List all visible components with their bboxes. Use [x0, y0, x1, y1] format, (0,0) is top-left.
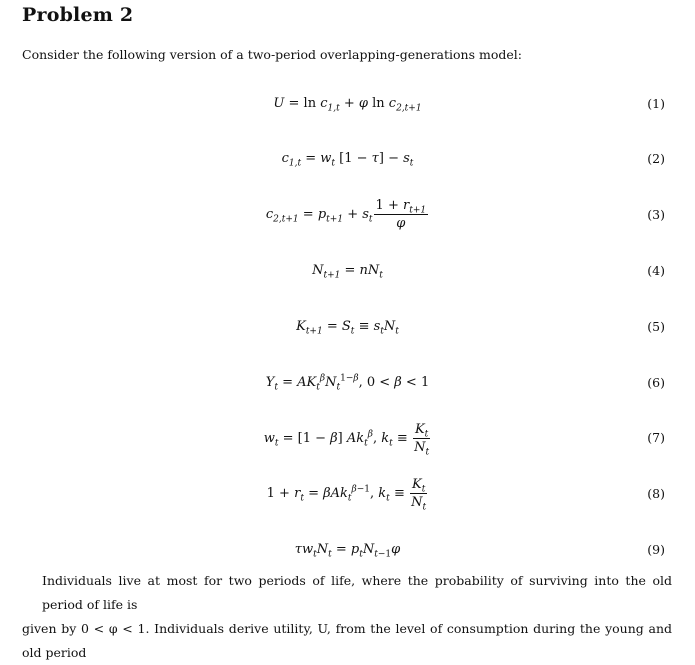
equation-3: $c_{2,t+1} = p_{t+1} + s_t$ $\frac{1 + r_{t+1}}{\varphi}$ — [265, 198, 427, 231]
equation-number-9: (9) — [647, 542, 665, 557]
equation-number-5: (5) — [647, 319, 665, 334]
equation-4: $N_{t+1} = nN_t$ — [312, 263, 383, 281]
equation-number-1: (1) — [647, 96, 665, 111]
equation-5: $K_{t+1} = S_t \equiv s_tN_t$ — [296, 319, 399, 337]
paragraph-line-1: Individuals live at most for two periods of life, where the probability of surviving into the old period of life is — [42, 573, 672, 612]
equation-6: $Y_t = AK_t^\beta N_t^{1-\beta}$, 0 < β < 1 — [265, 373, 430, 393]
equation-1: $U = \ln c_{1,t} + \varphi$ $\ln c_{2,t+1}$ — [273, 96, 422, 114]
equation-number-3: (3) — [647, 207, 665, 222]
equation-8: $1 + r_t = \beta Ak_t^{\beta-1}$, $k_t$ ≡ $\frac{K_t}{N_t}$ — [266, 477, 427, 513]
equation-number-7: (7) — [647, 430, 665, 445]
body-paragraph — [22, 569, 672, 665]
paragraph-line-2: given by 0 < φ < 1. Individuals derive utility, U, from the level of consumption during the young and old period — [22, 621, 672, 660]
problem-title: Problem 2 — [22, 4, 134, 26]
equation-number-6: (6) — [647, 375, 665, 390]
equation-2: $c_{1,t} = w_t$ $[1 - \tau] - s_t$ — [281, 151, 414, 169]
equation-7: $w_t = [1 - \beta]$ $Ak_t^\beta$, $k_t$ ≡ $\frac{K_t}{N_t}$ — [263, 422, 430, 458]
equation-number-4: (4) — [647, 263, 665, 278]
equation-number-8: (8) — [647, 486, 665, 501]
intro-text: Consider the following version of a two-period overlapping-generations model: — [22, 47, 522, 62]
equation-9: $\tau w_tN_t = p_tN_{t-1}\varphi$ — [294, 542, 401, 560]
equation-number-2: (2) — [647, 151, 665, 166]
